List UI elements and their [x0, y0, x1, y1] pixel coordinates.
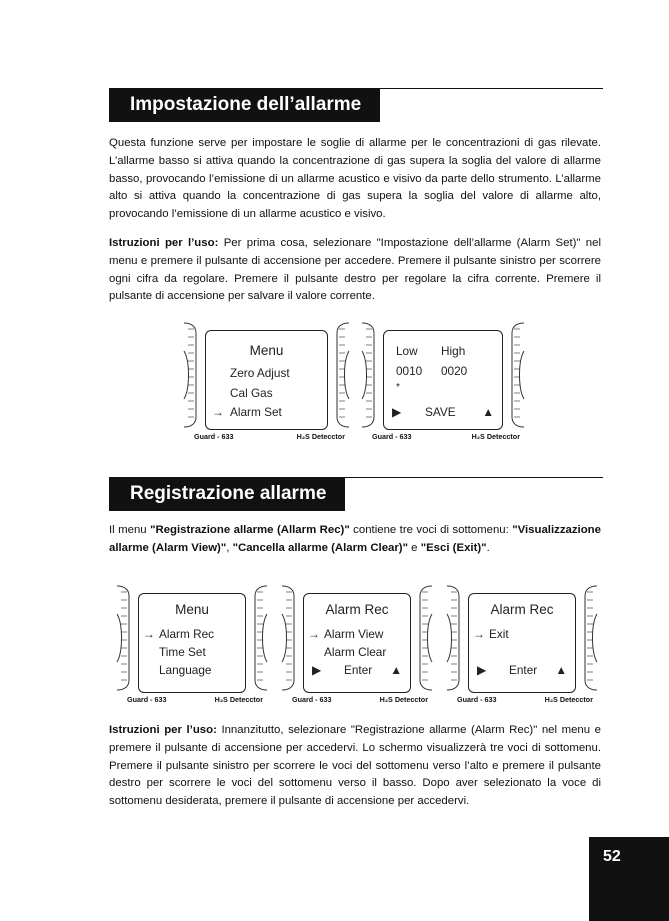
device-grip-right [508, 321, 528, 429]
selection-arrow-icon: → [143, 627, 155, 641]
intro-text: , [226, 541, 233, 554]
screen-title: Alarm Rec [325, 602, 389, 617]
instructions-text: Per prima cosa, selezionare "Impostazione dell’allarme (Alarm Set)" nel menu e premere il pulsante di accensione per accedere. Premere il pulsante sinistro per scorrere ogni cifra da regolare. Premere il pulsante destro per regolare la cifra corrente. Premere il pulsante di accensione per salvare il valore corrente. [109, 237, 601, 303]
enter-action: Enter [344, 663, 373, 677]
device-menu-screen [113, 584, 271, 705]
instructions-paragraph [109, 235, 601, 306]
intro-bold: "Visualizzazione allarme (Alarm View)" [109, 524, 601, 554]
section-intro-paragraph [109, 522, 601, 558]
section-title: Registrazione allarme [109, 477, 345, 511]
menu-item-selected: Alarm Set [230, 405, 282, 419]
device-menu-screen [180, 321, 353, 442]
device-grip-right [333, 321, 353, 429]
menu-item-selected: Alarm Rec [159, 627, 215, 641]
device-label [372, 431, 520, 442]
device-exit-screen [443, 584, 601, 705]
device-model: Guard - 633 [457, 695, 497, 704]
device-model: Guard - 633 [127, 695, 167, 704]
device-alarm-rec-screen [278, 584, 436, 705]
device-alarm-set-screen [358, 321, 528, 442]
left-button-icon: ▶ [392, 405, 402, 419]
device-display [383, 330, 503, 430]
up-button-icon: ▲ [482, 405, 494, 419]
device-sensor: H₂S Detecctor [544, 695, 593, 704]
low-label: Low [396, 344, 418, 358]
menu-item-selected: Alarm View [324, 627, 384, 641]
selection-arrow-icon: → [308, 627, 320, 641]
high-label: High [441, 344, 466, 358]
section-intro-paragraph: Questa funzione serve per impostare le soglie di allarme per le concentrazioni di gas rilevate. L’allarme basso si attiva quando la concentrazione di gas supera la soglia del valore di allarme basso, provocando l’emissione di un allarme acustico e visivo da parte dello strumento. L’allarme alto si attiva quando la concentrazione di gas supera la soglia del valore di allarme alto, provocando l’emissione di un allarme acustico e visivo. [109, 137, 601, 221]
intro-text: Il menu [109, 524, 151, 536]
selection-arrow-icon: → [212, 405, 224, 419]
screen-title: Menu [249, 343, 284, 358]
device-sensor: H₂S Detecctor [296, 432, 345, 441]
enter-action: Enter [509, 663, 538, 677]
device-label [292, 694, 428, 705]
device-label [457, 694, 593, 705]
device-grip-right [251, 584, 271, 692]
menu-item: Zero Adjust [230, 366, 290, 380]
low-value: 0010 [396, 364, 423, 378]
intro-text: contiene tre voci di sottomenu: [349, 524, 513, 536]
screen-title: Alarm Rec [490, 602, 554, 617]
left-button-icon: ▶ [477, 663, 487, 677]
instructions-text: Innanzitutto, selezionare "Registrazione allarme (Alarm Rec)" nel menu e premere il pulsante di accensione per accedervi. Lo schermo visualizzerà tre voci di sottomenu. Premere il pulsante sinistro per scorrere le voci del sottomenu verso l’alto e premere il pulsante destro per scorrere le voci del sottomenu verso il basso. Dopo aver selezionato la voce di sottomenu desiderata, premere il pulsante di accensione per accedervi. [109, 724, 601, 808]
device-display [303, 593, 411, 693]
selection-arrow-icon: → [473, 627, 485, 641]
device-grip-right [581, 584, 601, 692]
section-title: Impostazione dell’allarme [109, 88, 380, 122]
device-grip-left [113, 584, 133, 692]
menu-item: Time Set [159, 645, 206, 659]
device-grip-left [358, 321, 378, 429]
up-button-icon: ▲ [555, 663, 567, 677]
instructions-label: Istruzioni per l’uso: [109, 237, 219, 249]
intro-text: . [486, 541, 490, 554]
high-value: 0020 [441, 364, 468, 378]
screen-title: Menu [175, 602, 209, 617]
menu-item-selected: Exit [489, 627, 509, 641]
menu-item: Alarm Clear [324, 645, 387, 659]
device-model: Guard - 633 [292, 695, 332, 704]
device-label [127, 694, 263, 705]
intro-bold: "Esci (Exit)" [420, 541, 487, 554]
section-header-alarm-set [109, 88, 603, 122]
device-display [468, 593, 576, 693]
page-number-tab [589, 837, 669, 921]
device-sensor: H₂S Detecctor [471, 432, 520, 441]
instructions-paragraph [109, 722, 601, 811]
device-display [138, 593, 246, 693]
device-model: Guard - 633 [372, 432, 412, 441]
section-header-alarm-rec [109, 477, 603, 511]
page-number: 52 [603, 848, 621, 865]
device-sensor: H₂S Detecctor [379, 695, 428, 704]
menu-item: Language [159, 663, 212, 677]
instructions-label: Istruzioni per l’uso: [109, 724, 217, 736]
device-grip-left [278, 584, 298, 692]
device-model: Guard - 633 [194, 432, 234, 441]
save-action: SAVE [425, 405, 456, 419]
intro-bold: "Registrazione allarme (Allarm Rec)" [150, 524, 350, 536]
digit-cursor: * [396, 382, 400, 393]
device-grip-left [180, 321, 200, 429]
intro-bold: "Cancella allarme (Alarm Clear)" [232, 541, 409, 554]
device-label [194, 431, 345, 442]
intro-text: e [408, 541, 421, 554]
menu-item: Cal Gas [230, 386, 273, 400]
device-grip-left [443, 584, 463, 692]
device-display [205, 330, 328, 430]
left-button-icon: ▶ [312, 663, 322, 677]
device-grip-right [416, 584, 436, 692]
device-sensor: H₂S Detecctor [214, 695, 263, 704]
up-button-icon: ▲ [390, 663, 402, 677]
